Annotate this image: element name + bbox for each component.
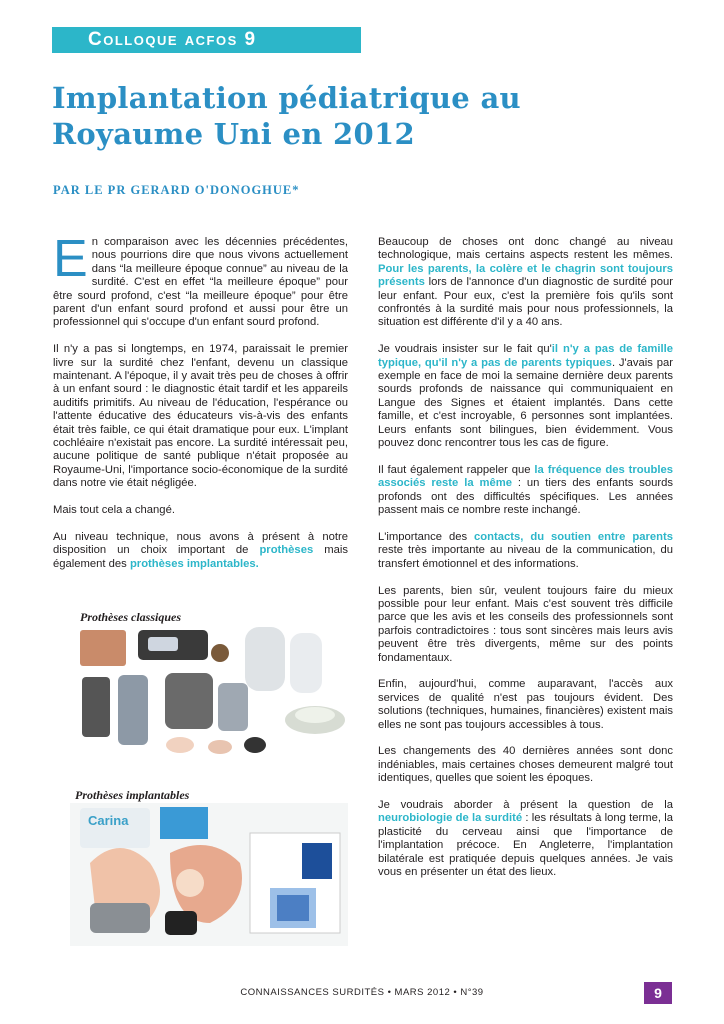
highlight: prothèses — [259, 544, 314, 557]
paragraph: Beaucoup de choses ont donc changé au niveau technologique, mais certains aspects restent les mêmes. Pour les parents, la colère et le chagrin sont toujours présents lors de l'annonce d'un diagnostic de surdité pour leur enfant. Pour eux, c'est la première fois qu'ils sont confrontés à la surdité mais pour nous professionnels, la situation est différente d'il y a 40 ans. — [378, 236, 673, 329]
paragraph: Au niveau technique, nous avons à présent à notre disposition un choix important de prothèses mais également des prothèses implantables. — [53, 530, 348, 570]
paragraph: Je voudrais aborder à présent la question de la neurobiologie de la surdité : les résultats à long terme, la plasticité du cerveau ainsi que l'importance de l'implantation précoce. En Angleterre, l'implantation bilatérale est pratiquée depuis quelques années. Je vais vous en présenter un état des lieux. — [378, 798, 673, 878]
paragraph: Il faut également rappeler que la fréquence des troubles associés reste la même : un tiers des enfants sourds profonds ont des difficultés spécifiques. Les années passent mais ce nombre reste inchangé. — [378, 463, 673, 517]
highlight: la fréquence des troubles associés reste la même — [378, 463, 673, 490]
paragraph: L'importance des contacts, du soutien entre parents reste très importante au niveau de la communication, du transfert émotionnel et des informations. — [378, 530, 673, 570]
page-number: 9 — [644, 982, 672, 1004]
page-footer: CONNAISSANCES SURDITÉS • MARS 2012 • N°39 — [240, 987, 484, 998]
paragraph: Mais tout cela a changé. — [53, 504, 175, 517]
highlight: Pour les parents, la colère et le chagrin sont toujours présents — [378, 262, 673, 289]
article-byline: PAR LE PR GERARD O'DONOGHUE* — [53, 183, 300, 197]
figure-title-classic: Prothèses classiques — [80, 610, 182, 624]
right-column — [378, 236, 673, 893]
highlight: contacts, du soutien entre parents — [474, 530, 673, 543]
carina-logo: Carina — [88, 813, 129, 828]
left-column — [53, 230, 348, 585]
article-title: Implantation pédiatrique au Royaume Uni en 2012 — [52, 81, 521, 151]
paragraph: Les changements des 40 dernières années sont donc indéniables, mais certaines choses demeurent malgré tout identiques, quelles que soient les époques. — [378, 745, 673, 785]
section-banner — [52, 27, 361, 53]
highlight: prothèses implantables. — [129, 557, 259, 570]
paragraph-intro: En comparaison avec les décennies précédentes, nous pourrions dire que nous vivons actuellement dans “la meilleure époque connue” au niveau de la surdité. C'est en effet “la meilleure époque” pour être sourd profond, c'est “la meilleure époque” pour être parent d'un enfant sourd profond et aussi pour être un professionnel qui s'occupe d'un enfant sourd profond. — [53, 230, 348, 329]
hearing-aids-illustration — [70, 625, 348, 757]
section-label: Colloque acfos 9 — [88, 29, 257, 50]
paragraph: Je voudrais insister sur le fait qu'il n'y a pas de famille typique, qu'il n'y a pas de parents typiques. J'avais par exemple en face de moi la semaine dernière deux parents sourds profonds de naissance qui communiquaient en Langue des Signes et étaient implantés. Dans cette famille, et c'est incroyable, 6 personnes sont implantées. Leurs enfants sont bilingues, bien évidemment. Vous pouvez donc rencontrer tous les cas de figure. — [378, 343, 673, 450]
paragraph: Enfin, aujourd'hui, comme auparavant, l'accès aux services de qualité n'est pas toujours évident. Des solutions (techniques, humaines, financières) existent mais elles ne sont pas toujours accessibles à tous. — [378, 678, 673, 731]
figure-title-implantable: Prothèses implantables — [75, 788, 190, 802]
paragraph: Il n'y a pas si longtemps, en 1974, paraissait le premier livre sur la surdité chez l'enfant, devenu un classique maintenant. A l'époque, il y avait très peu de choses à offrir à un enfant sourd : le diagnostic était tardif et les appareils auditifs primitifs. Au niveau de l'éducation, l'espérance ou l'attente éducative des éducateurs vis-à-vis des enfants était très faible, ce qui était dramatique pour eux. L'implant cochléaire n'existait pas encore. La surdité intéressait peu, aucune politique de santé publique n'était proposée au Royaume-Uni, l'importance socio-économique de la surdité dans notre vie était négligée. — [53, 343, 348, 490]
highlight: neurobiologie de la surdité — [378, 812, 523, 825]
highlight: il n'y a pas de famille typique, qu'il n'y a pas de parents typiques — [378, 343, 673, 369]
drop-cap: E — [53, 230, 88, 288]
implant-illustration — [70, 803, 348, 946]
implantable-prostheses-image — [70, 803, 348, 946]
paragraph: Les parents, bien sûr, veulent toujours faire du mieux possible pour leur enfant. Mais c'est souvent très difficile parce que les avis et les conseils des professionnels sont parfois contradictoires : tous sont sincères mais leurs avis peuvent être très divergents, même sur des points fondamentaux. — [378, 584, 673, 664]
classic-hearing-aids-image — [70, 625, 348, 757]
